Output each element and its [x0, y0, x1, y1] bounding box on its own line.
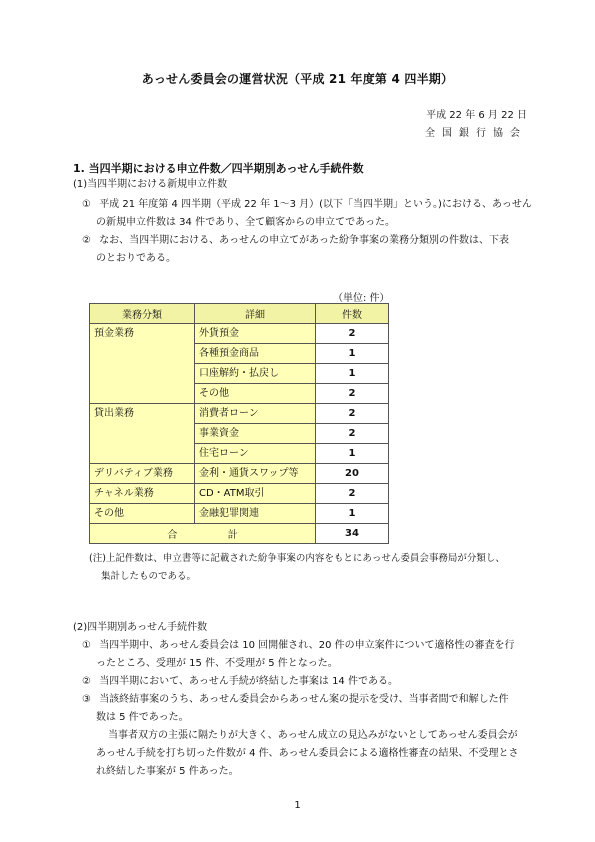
s2-item-3-line-1 — [82, 690, 509, 710]
category-cell: 貸出業務 — [90, 404, 195, 464]
s2-item-1-line-1 — [82, 636, 514, 656]
count-cell: 2 — [316, 484, 389, 504]
item-number: ① — [82, 640, 91, 651]
s2-paragraph-line-2: あっせん手続を打ち切った件数が 4 件、あっせん委員会による適格性審査の結果、不受理とさ — [96, 748, 519, 759]
header-category: 業務分類 — [90, 304, 195, 324]
total-label — [90, 524, 316, 544]
item-number: ③ — [82, 694, 91, 705]
subsection-1-heading: (1)当四半期における新規申立件数 — [73, 179, 228, 190]
table-total-row — [90, 524, 389, 544]
category-cell: デリバティブ業務 — [90, 464, 195, 484]
detail-cell: 事業資金 — [195, 424, 316, 444]
document-date: 平成 22 年 6 月 22 日 — [426, 110, 527, 121]
page-title: あっせん委員会の運営状況（平成 21 年度第 4 四半期） — [141, 72, 454, 86]
item-text: 当四半期中、あっせん委員会は 10 回開催され、20 件の申立案件について適格性の審査を行 — [99, 640, 515, 651]
item-text: 平成 21 年度第 4 四半期（平成 22 年 1～3 月）(以下「当四半期」という。)における、あっせん — [99, 199, 532, 210]
s2-paragraph-line-3: れ終結した事案が 5 件あった。 — [96, 766, 239, 777]
table-header-row — [90, 304, 389, 324]
count-cell: 1 — [316, 344, 389, 364]
category-cell: 預金業務 — [90, 324, 195, 404]
table-row — [90, 324, 389, 344]
detail-cell: 金利・通貨スワップ等 — [195, 464, 316, 484]
table-row — [90, 504, 389, 524]
count-cell: 20 — [316, 464, 389, 484]
s2-paragraph-line-1: 当事者双方の主張に隔たりが大きく、あっせん成立の見込みがないとしてあっせん委員会が — [108, 730, 518, 741]
header-count: 件数 — [316, 304, 389, 324]
item-2-line-2: のとおりである。 — [96, 253, 176, 264]
s2-item-1-line-2: ったところ、受理が 15 件、不受理が 5 件となった。 — [96, 658, 338, 669]
table-note-line-2: 集計したものである。 — [101, 571, 197, 582]
table-row — [90, 464, 389, 484]
detail-cell: 住宅ローン — [195, 444, 316, 464]
detail-cell: 金融犯罪関連 — [195, 504, 316, 524]
s2-item-3-line-2: 数は 5 件であった。 — [96, 712, 189, 723]
detail-cell: CD・ATM取引 — [195, 484, 316, 504]
count-cell: 2 — [316, 384, 389, 404]
category-cell: チャネル業務 — [90, 484, 195, 504]
organization-name: 全国銀行協会 — [425, 128, 527, 139]
table-row — [90, 404, 389, 424]
count-cell: 2 — [316, 324, 389, 344]
detail-cell: 口座解約・払戻し — [195, 364, 316, 384]
table-unit-label: （単位: 件） — [333, 293, 390, 304]
detail-cell: 消費者ローン — [195, 404, 316, 424]
count-cell: 2 — [316, 424, 389, 444]
count-cell: 1 — [316, 444, 389, 464]
page-number: 1 — [294, 800, 301, 811]
section-1-heading: 1. 当四半期における申立件数／四半期別あっせん手続件数 — [73, 162, 364, 175]
complaint-category-table — [89, 303, 389, 544]
item-2-line-1 — [82, 231, 509, 251]
detail-cell: その他 — [195, 384, 316, 404]
count-cell: 1 — [316, 504, 389, 524]
item-1-line-1 — [82, 195, 532, 215]
header-detail: 詳細 — [195, 304, 316, 324]
detail-cell: 外貨預金 — [195, 324, 316, 344]
table-row — [90, 484, 389, 504]
detail-cell: 各種預金商品 — [195, 344, 316, 364]
item-text: 当該終結事案のうち、あっせん委員会からあっせん案の提示を受け、当事者間で和解した件 — [99, 694, 509, 705]
item-1-line-2: の新規申立件数は 34 件であり、全て顧客からの申立てであった。 — [96, 217, 395, 228]
item-number: ② — [82, 676, 91, 687]
s2-item-2-line-1 — [82, 672, 398, 692]
total-label-b: 計 — [227, 530, 238, 541]
subsection-2-heading: (2)四半期別あっせん手続件数 — [73, 622, 208, 633]
item-text: なお、当四半期における、あっせんの申立てがあった紛争事案の業務分類別の件数は、下表 — [99, 235, 509, 246]
total-count: 34 — [316, 524, 389, 544]
item-number: ② — [82, 235, 91, 246]
total-label-a: 合 — [167, 530, 178, 541]
item-text: 当四半期において、あっせん手続が終結した事案は 14 件である。 — [99, 676, 398, 687]
count-cell: 1 — [316, 364, 389, 384]
item-number: ① — [82, 199, 91, 210]
table-note-line-1: (注)上記件数は、申立書等に記載された紛争事案の内容をもとにあっせん委員会事務局が分類し、 — [89, 553, 505, 564]
category-cell: その他 — [90, 504, 195, 524]
count-cell: 2 — [316, 404, 389, 424]
